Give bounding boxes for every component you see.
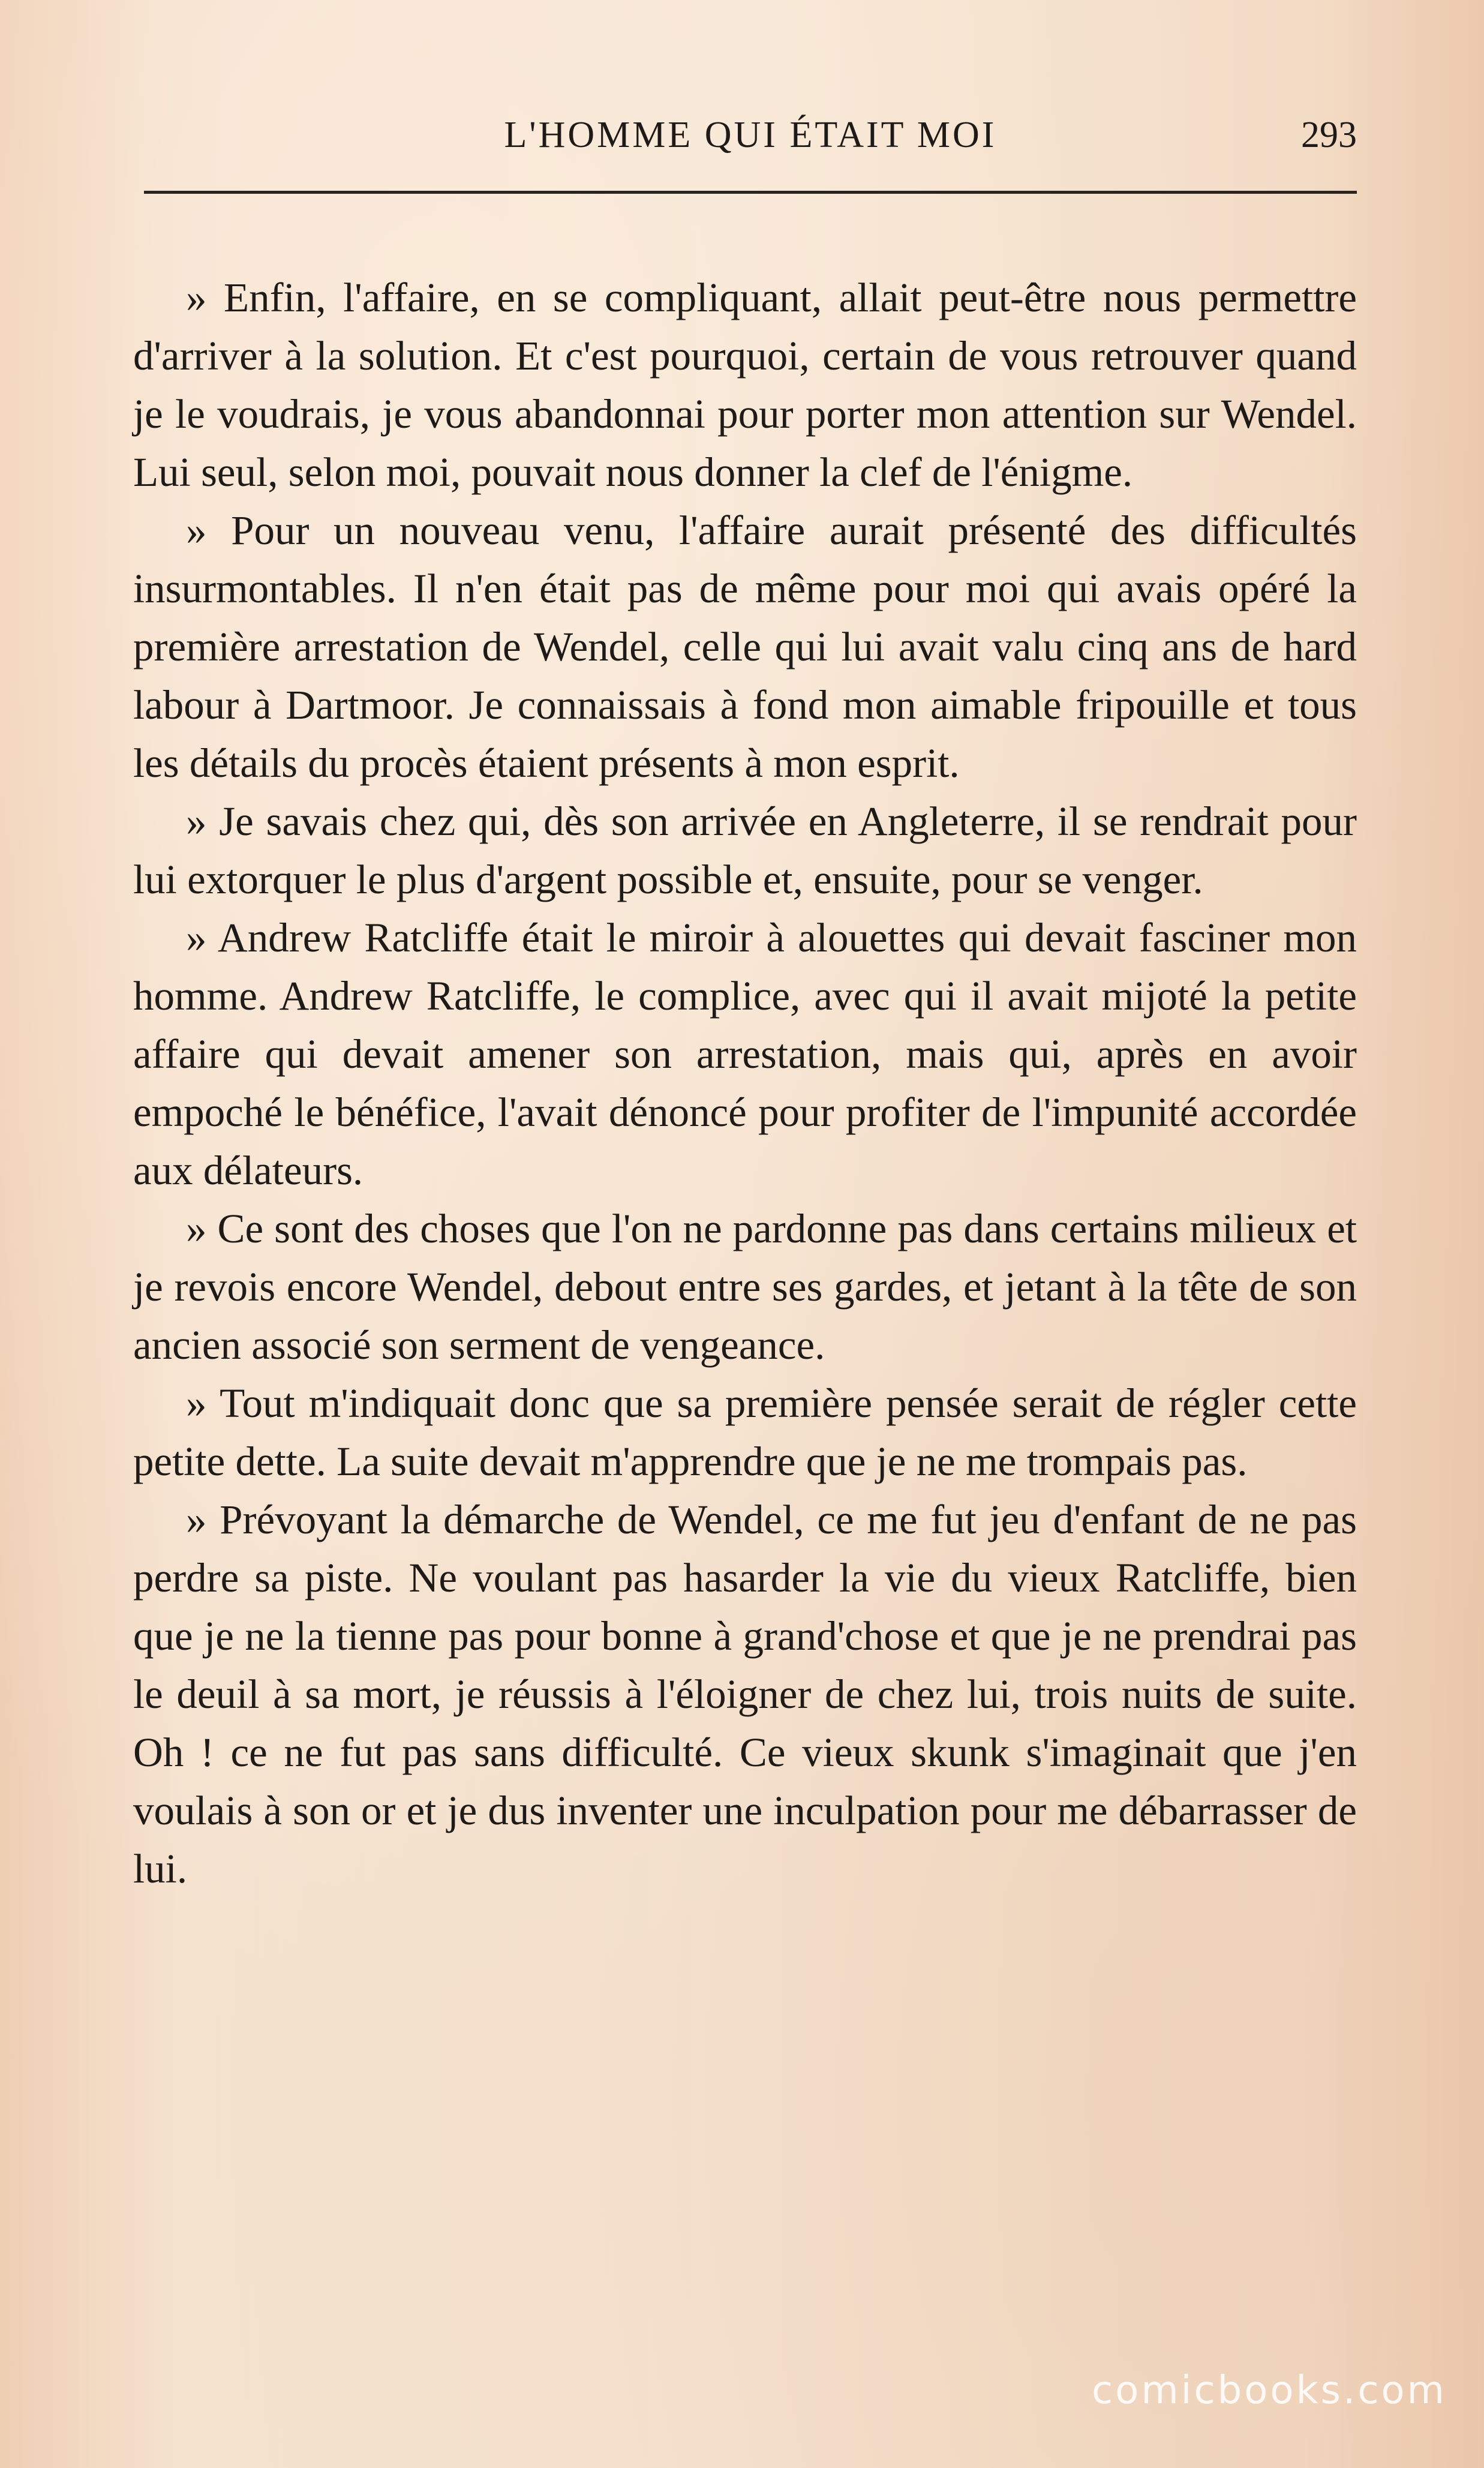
paragraph-1: » Enfin, l'affaire, en se compliquant, allait peut-être nous permettre d'arriver à la solution. Et c'est pourquoi, certain de vous retrouver quand je le voudrais, je vous abandonnai pour porter mon attention sur Wendel. Lui seul, selon moi, pouvait nous donner la clef de l'énigme. xyxy=(133,275,1357,495)
paragraph-3: » Je savais chez qui, dès son arrivée en Angleterre, il se rendrait pour lui extorquer le plus d'argent possible et, ensuite, pour se venger. xyxy=(133,798,1357,902)
running-title: L'HOMME QUI ÉTAIT MOI xyxy=(504,115,997,155)
body-text xyxy=(133,269,1357,1898)
paragraph-4: » Andrew Ratcliffe était le miroir à alouettes qui devait fasciner mon homme. Andrew Ratcliffe, le complice, avec qui il avait mijoté la petite affaire qui devait amener son arrestation, mais qui, après en avoir empoché le bénéfice, l'avait dénoncé pour profiter de l'impunité accordée aux délateurs. xyxy=(133,915,1357,1193)
paragraph-7: » Prévoyant la démarche de Wendel, ce me fut jeu d'enfant de ne pas perdre sa piste. Ne voulant pas hasarder la vie du vieux Ratcliffe, bien que je ne la tienne pas pour bonne à grand'chose et que je ne prendrai pas le deuil à sa mort, je réussis à l'éloigner de chez lui, trois nuits de suite. Oh ! ce ne fut pas sans difficulté. Ce vieux skunk s'imaginait que j'en voulais à son or et je dus inventer une inculpation pour me débarrasser de lui. xyxy=(133,1497,1357,1891)
paragraph-6: » Tout m'indiquait donc que sa première pensée serait de régler cette petite dette. La suite devait m'apprendre que je ne me trompais pas. xyxy=(133,1380,1357,1484)
paragraph-5: » Ce sont des choses que l'on ne pardonne pas dans certains milieux et je revois encore Wendel, debout entre ses gardes, et jetant à la tête de son ancien associé son serment de vengeance. xyxy=(133,1206,1357,1368)
header-rule xyxy=(144,191,1357,194)
page-header xyxy=(144,114,1357,168)
page-number: 293 xyxy=(1301,115,1357,155)
paragraph-2: » Pour un nouveau venu, l'affaire aurait présenté des difficultés insurmontables. Il n'en était pas de même pour moi qui avais opéré la première arrestation de Wendel, celle qui lui avait valu cinq ans de hard labour à Dartmoor. Je connaissais à fond mon aimable fripouille et tous les détails du procès étaient présents à mon esprit. xyxy=(133,508,1357,786)
watermark: comicbooks.com xyxy=(1091,2368,1447,2413)
